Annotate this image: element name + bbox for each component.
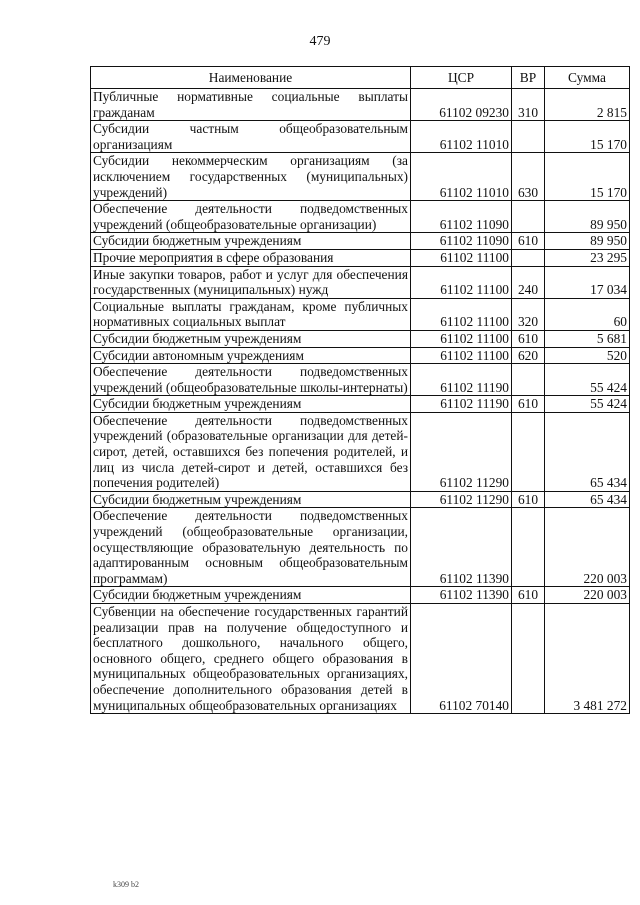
cell-csr: 61102 11010	[411, 121, 512, 153]
table-row	[91, 201, 630, 233]
table-row	[91, 249, 630, 266]
cell-csr: 61102 11390	[411, 587, 512, 604]
header-vr: ВР	[512, 67, 545, 89]
cell-name: Обеспечение деятельности подведомственных учреждений (общеобразовательные организации, осуществляющие образовательную деятельность по адаптированным основным общеобразовательным программам)	[91, 508, 411, 587]
cell-name: Субсидии бюджетным учреждениям	[91, 330, 411, 347]
cell-sum: 2 815	[545, 89, 630, 121]
cell-sum: 520	[545, 347, 630, 364]
cell-vr: 610	[512, 491, 545, 508]
cell-name: Социальные выплаты гражданам, кроме публичных нормативных социальных выплат	[91, 298, 411, 330]
cell-csr: 61102 09230	[411, 89, 512, 121]
cell-sum: 89 950	[545, 201, 630, 233]
table-body	[91, 89, 630, 714]
header-csr: ЦСР	[411, 67, 512, 89]
cell-csr: 61102 70140	[411, 604, 512, 714]
cell-vr	[512, 201, 545, 233]
cell-name: Обеспечение деятельности подведомственных учреждений (общеобразовательные школы-интернаты)	[91, 364, 411, 396]
cell-csr: 61102 11090	[411, 233, 512, 250]
page-number: 479	[309, 34, 331, 49]
cell-vr	[512, 364, 545, 396]
table-row	[91, 347, 630, 364]
cell-sum: 23 295	[545, 249, 630, 266]
cell-vr	[512, 249, 545, 266]
table-header-row	[91, 67, 630, 89]
cell-name: Субсидии некоммерческим организациям (за исключением государственных (муниципальных) учреждений)	[91, 153, 411, 201]
table-row	[91, 587, 630, 604]
cell-name: Субсидии бюджетным учреждениям	[91, 233, 411, 250]
cell-vr: 610	[512, 330, 545, 347]
cell-sum: 220 003	[545, 587, 630, 604]
table-row	[91, 121, 630, 153]
cell-name: Субсидии частным общеобразовательным организациям	[91, 121, 411, 153]
cell-name: Иные закупки товаров, работ и услуг для обеспечения государственных (муниципальных) нужд	[91, 266, 411, 298]
footer-code: k309 b2	[113, 880, 139, 889]
header-sum: Сумма	[545, 67, 630, 89]
header-name: Наименование	[91, 67, 411, 89]
cell-name: Публичные нормативные социальные выплаты гражданам	[91, 89, 411, 121]
cell-vr	[512, 604, 545, 714]
cell-vr: 610	[512, 396, 545, 413]
cell-vr: 610	[512, 587, 545, 604]
cell-csr: 61102 11290	[411, 491, 512, 508]
cell-vr	[512, 121, 545, 153]
cell-name: Прочие мероприятия в сфере образования	[91, 249, 411, 266]
cell-name: Субсидии бюджетным учреждениям	[91, 396, 411, 413]
cell-sum: 65 434	[545, 412, 630, 491]
cell-sum: 3 481 272	[545, 604, 630, 714]
cell-sum: 89 950	[545, 233, 630, 250]
cell-sum: 220 003	[545, 508, 630, 587]
cell-csr: 61102 11100	[411, 347, 512, 364]
cell-sum: 65 434	[545, 491, 630, 508]
cell-csr: 61102 11090	[411, 201, 512, 233]
cell-name: Субвенции на обеспечение государственных гарантий реализации прав на получение общедоступного и бесплатного дошкольного, начального общего, основного общего, среднего общего образования в муниципальных общеобразовательных организациях, обеспечение дополнительного образования детей в муниципальных общеобразовательных организациях	[91, 604, 411, 714]
cell-vr	[512, 508, 545, 587]
table-row	[91, 233, 630, 250]
cell-csr: 61102 11100	[411, 298, 512, 330]
table-row	[91, 508, 630, 587]
cell-sum: 55 424	[545, 396, 630, 413]
table-row	[91, 412, 630, 491]
table-row	[91, 298, 630, 330]
cell-name: Субсидии бюджетным учреждениям	[91, 587, 411, 604]
cell-vr: 240	[512, 266, 545, 298]
cell-sum: 60	[545, 298, 630, 330]
cell-csr: 61102 11100	[411, 249, 512, 266]
cell-name: Субсидии бюджетным учреждениям	[91, 491, 411, 508]
cell-csr: 61102 11390	[411, 508, 512, 587]
cell-vr	[512, 412, 545, 491]
table-row	[91, 89, 630, 121]
cell-sum: 5 681	[545, 330, 630, 347]
table-row	[91, 396, 630, 413]
cell-name: Субсидии автономным учреждениям	[91, 347, 411, 364]
cell-sum: 15 170	[545, 153, 630, 201]
cell-vr: 310	[512, 89, 545, 121]
table-row	[91, 330, 630, 347]
budget-table	[90, 66, 630, 714]
table-row	[91, 364, 630, 396]
cell-csr: 61102 11190	[411, 364, 512, 396]
cell-csr: 61102 11190	[411, 396, 512, 413]
cell-sum: 55 424	[545, 364, 630, 396]
cell-csr: 61102 11100	[411, 330, 512, 347]
cell-csr: 61102 11290	[411, 412, 512, 491]
cell-vr: 610	[512, 233, 545, 250]
cell-vr: 630	[512, 153, 545, 201]
table-row	[91, 153, 630, 201]
cell-name: Обеспечение деятельности подведомственных учреждений (общеобразовательные организации)	[91, 201, 411, 233]
cell-name: Обеспечение деятельности подведомственных учреждений (образовательные организации для детей-сирот, детей, оставшихся без попечения родителей, и лиц из числа детей-сирот и детей, оставшихся без попечения родителей)	[91, 412, 411, 491]
cell-sum: 15 170	[545, 121, 630, 153]
cell-vr: 620	[512, 347, 545, 364]
table-row	[91, 604, 630, 714]
cell-sum: 17 034	[545, 266, 630, 298]
table-row	[91, 266, 630, 298]
table-row	[91, 491, 630, 508]
cell-csr: 61102 11100	[411, 266, 512, 298]
cell-csr: 61102 11010	[411, 153, 512, 201]
cell-vr: 320	[512, 298, 545, 330]
